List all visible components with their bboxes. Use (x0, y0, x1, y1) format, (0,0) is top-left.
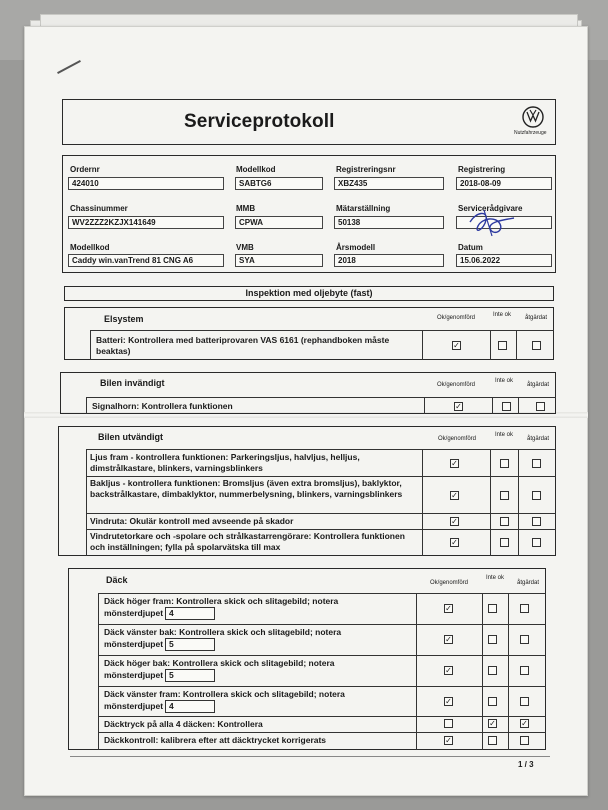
checkbox-ok[interactable]: ✓ (445, 697, 452, 706)
col-done-header: åtgärdat (526, 382, 550, 388)
check-item: Batteri: Kontrollera med batteriprovaren VAS 6161 (rephandboken måste beaktas) (96, 335, 390, 356)
check-item-text: Däck vänster bak: Kontrollera skick och slitagebild; notera mönsterdjupet (104, 627, 342, 649)
model-name: Caddy win.vanTrend 81 CNG A6 (68, 254, 224, 267)
mmb: CPWA (235, 216, 323, 229)
checkbox-done[interactable] (520, 635, 529, 644)
page-number: 1 / 3 (518, 760, 534, 769)
col-ok-header: Ok/genomförd (436, 315, 476, 321)
col-divider (90, 330, 91, 360)
checkbox-not-ok[interactable] (488, 604, 497, 613)
checkbox-not-ok[interactable] (498, 341, 507, 350)
checkbox-not-ok[interactable] (488, 635, 497, 644)
field-label: Årsmodell (336, 243, 376, 252)
checkbox-ok[interactable]: ✓ (455, 402, 462, 411)
col-done-header: åtgärdat (516, 580, 540, 586)
row-divider (86, 449, 556, 450)
row-divider (90, 330, 554, 331)
footer-line (70, 756, 550, 757)
checkbox-not-ok[interactable] (500, 538, 509, 547)
checkbox-done[interactable] (532, 517, 541, 526)
checkbox-not-ok[interactable] (502, 402, 511, 411)
col-divider (86, 397, 87, 414)
checkbox-done[interactable] (532, 491, 541, 500)
checkbox-ok[interactable]: ✓ (451, 491, 458, 500)
field-label: Registreringsnr (336, 165, 396, 174)
col-divider (518, 449, 519, 556)
model-code: SABTG6 (235, 177, 323, 190)
col-ok-header: Ok/genomförd (437, 436, 477, 442)
col-divider (422, 330, 423, 360)
checkbox-ok[interactable]: ✓ (445, 635, 452, 644)
field-label: Chassinummer (70, 204, 128, 213)
model-year: 2018 (334, 254, 444, 267)
checkbox-not-ok[interactable] (500, 459, 509, 468)
field-label: Mätarställning (336, 204, 391, 213)
checkbox-ok[interactable]: ✓ (451, 517, 458, 526)
field-label: Modellkod (70, 243, 110, 252)
row-divider (98, 732, 546, 733)
tread-depth-value: 4 (165, 607, 215, 620)
logo-subtitle: Nutzfahrzeuge (514, 130, 547, 136)
row-divider (86, 397, 556, 398)
registration-date: 2018-08-09 (456, 177, 552, 190)
col-divider (490, 449, 491, 556)
tyre-item (104, 689, 378, 713)
checkbox-ok[interactable] (444, 719, 453, 728)
field-label: Modellkod (236, 165, 276, 174)
checkbox-done[interactable]: ✓ (521, 719, 528, 728)
vmb: SYA (235, 254, 323, 267)
col-divider (516, 330, 517, 360)
checkbox-done[interactable] (520, 666, 529, 675)
check-item-text: Däck höger bak: Kontrollera skick och slitagebild; notera mönsterdjupet (104, 658, 335, 680)
checkbox-done[interactable] (536, 402, 545, 411)
checkbox-not-ok[interactable]: ✓ (489, 719, 496, 728)
checkbox-not-ok[interactable] (500, 517, 509, 526)
checkbox-done[interactable] (520, 604, 529, 613)
signature-icon (462, 206, 522, 240)
col-done-header: åtgärdat (524, 315, 548, 321)
row-divider (86, 476, 556, 477)
col-divider (424, 397, 425, 414)
checkbox-ok[interactable]: ✓ (451, 459, 458, 468)
check-item-text: Däck höger fram: Kontrollera skick och slitagebild; notera mönsterdjupet (104, 596, 339, 618)
checkbox-ok[interactable]: ✓ (453, 341, 460, 350)
col-not-ok-header: Inte ok (494, 378, 513, 384)
vw-logo-icon (522, 106, 544, 128)
section-title: Bilen invändigt (100, 378, 165, 388)
inspection-title: Inspektion med oljebyte (fast) (245, 288, 373, 298)
checkbox-done[interactable] (532, 459, 541, 468)
section-title: Däck (106, 575, 128, 585)
check-item-text: Däck vänster fram: Kontrollera skick och slitagebild; notera mönsterdjupet (104, 689, 345, 711)
field-label: VMB (236, 243, 254, 252)
col-divider (482, 593, 483, 750)
checkbox-done[interactable] (520, 697, 529, 706)
check-item: Vindrutetorkare och -spolare och strålkastarrengörare: Kontrollera funktionen och inställningen; fylla på spolarvätska till max (90, 531, 405, 552)
odometer: 50138 (334, 216, 444, 229)
checkbox-done[interactable] (532, 538, 541, 547)
row-divider (98, 624, 546, 625)
tread-depth-value: 5 (165, 638, 215, 651)
checkbox-not-ok[interactable] (488, 697, 497, 706)
check-item: Däcktryck på alla 4 däcken: Kontrollera (104, 719, 263, 729)
row-divider (98, 655, 546, 656)
checkbox-ok[interactable]: ✓ (451, 538, 458, 547)
row-divider (98, 593, 546, 594)
col-ok-header: Ok/genomförd (429, 580, 469, 586)
checkbox-ok[interactable]: ✓ (445, 604, 452, 613)
field-label: Servicerådgivare (458, 204, 523, 213)
col-divider (98, 593, 99, 750)
col-divider (492, 397, 493, 414)
page-title: Serviceprotokoll (184, 111, 335, 132)
section-title: Bilen utvändigt (98, 432, 163, 442)
checkbox-ok[interactable]: ✓ (445, 736, 452, 745)
check-item: Signalhorn: Kontrollera funktionen (92, 401, 233, 411)
registration-number: XBZ435 (334, 177, 444, 190)
section-title: Elsystem (104, 314, 144, 324)
field-label: Ordernr (70, 165, 100, 174)
col-done-header: åtgärdat (526, 436, 550, 442)
checkbox-not-ok[interactable] (500, 491, 509, 500)
row-divider (98, 686, 546, 687)
col-divider (86, 449, 87, 556)
checkbox-done[interactable] (520, 736, 529, 745)
order-number: 424010 (68, 177, 224, 190)
col-divider (508, 593, 509, 750)
checkbox-not-ok[interactable] (488, 666, 497, 675)
chassis-number: WV2ZZZ2KZJX141649 (68, 216, 224, 229)
row-divider (98, 716, 546, 717)
check-item: Ljus fram - kontrollera funktionen: Parkeringsljus, halvljus, helljus, dimstrålkastare, blinkers, varningsblinkers (90, 452, 360, 473)
tyre-item (104, 627, 378, 651)
checkbox-not-ok[interactable] (488, 736, 497, 745)
check-item: Bakljus - kontrollera funktionen: Bromsljus (även extra bromsljus), baklyktor, backstrålkastare, dimbaklyktor, nummerbelysning, blinkers, varningsblinkers (90, 478, 403, 499)
tread-depth-value: 4 (165, 700, 215, 713)
checkbox-ok[interactable]: ✓ (445, 666, 452, 675)
col-not-ok-header: Inte ok (494, 432, 513, 438)
check-item: Däckkontroll: kalibrera efter att däcktrycket korrigerats (104, 735, 327, 745)
checkbox-done[interactable] (532, 341, 541, 350)
service-date: 15.06.2022 (456, 254, 552, 267)
check-item: Vindruta: Okulär kontroll med avseende på skador (90, 516, 294, 526)
field-label: MMB (236, 204, 256, 213)
tyre-item (104, 596, 378, 620)
field-label: Datum (458, 243, 483, 252)
col-divider (518, 397, 519, 414)
col-not-ok-header: Inte ok (492, 312, 511, 318)
col-divider (422, 449, 423, 556)
tread-depth-value: 5 (165, 669, 215, 682)
field-label: Registrering (458, 165, 506, 174)
tyre-item (104, 658, 378, 682)
row-divider (86, 513, 556, 514)
row-divider (86, 529, 556, 530)
col-divider (416, 593, 417, 750)
col-divider (490, 330, 491, 360)
col-not-ok-header: Inte ok (485, 575, 504, 581)
col-ok-header: Ok/genomförd (436, 382, 476, 388)
